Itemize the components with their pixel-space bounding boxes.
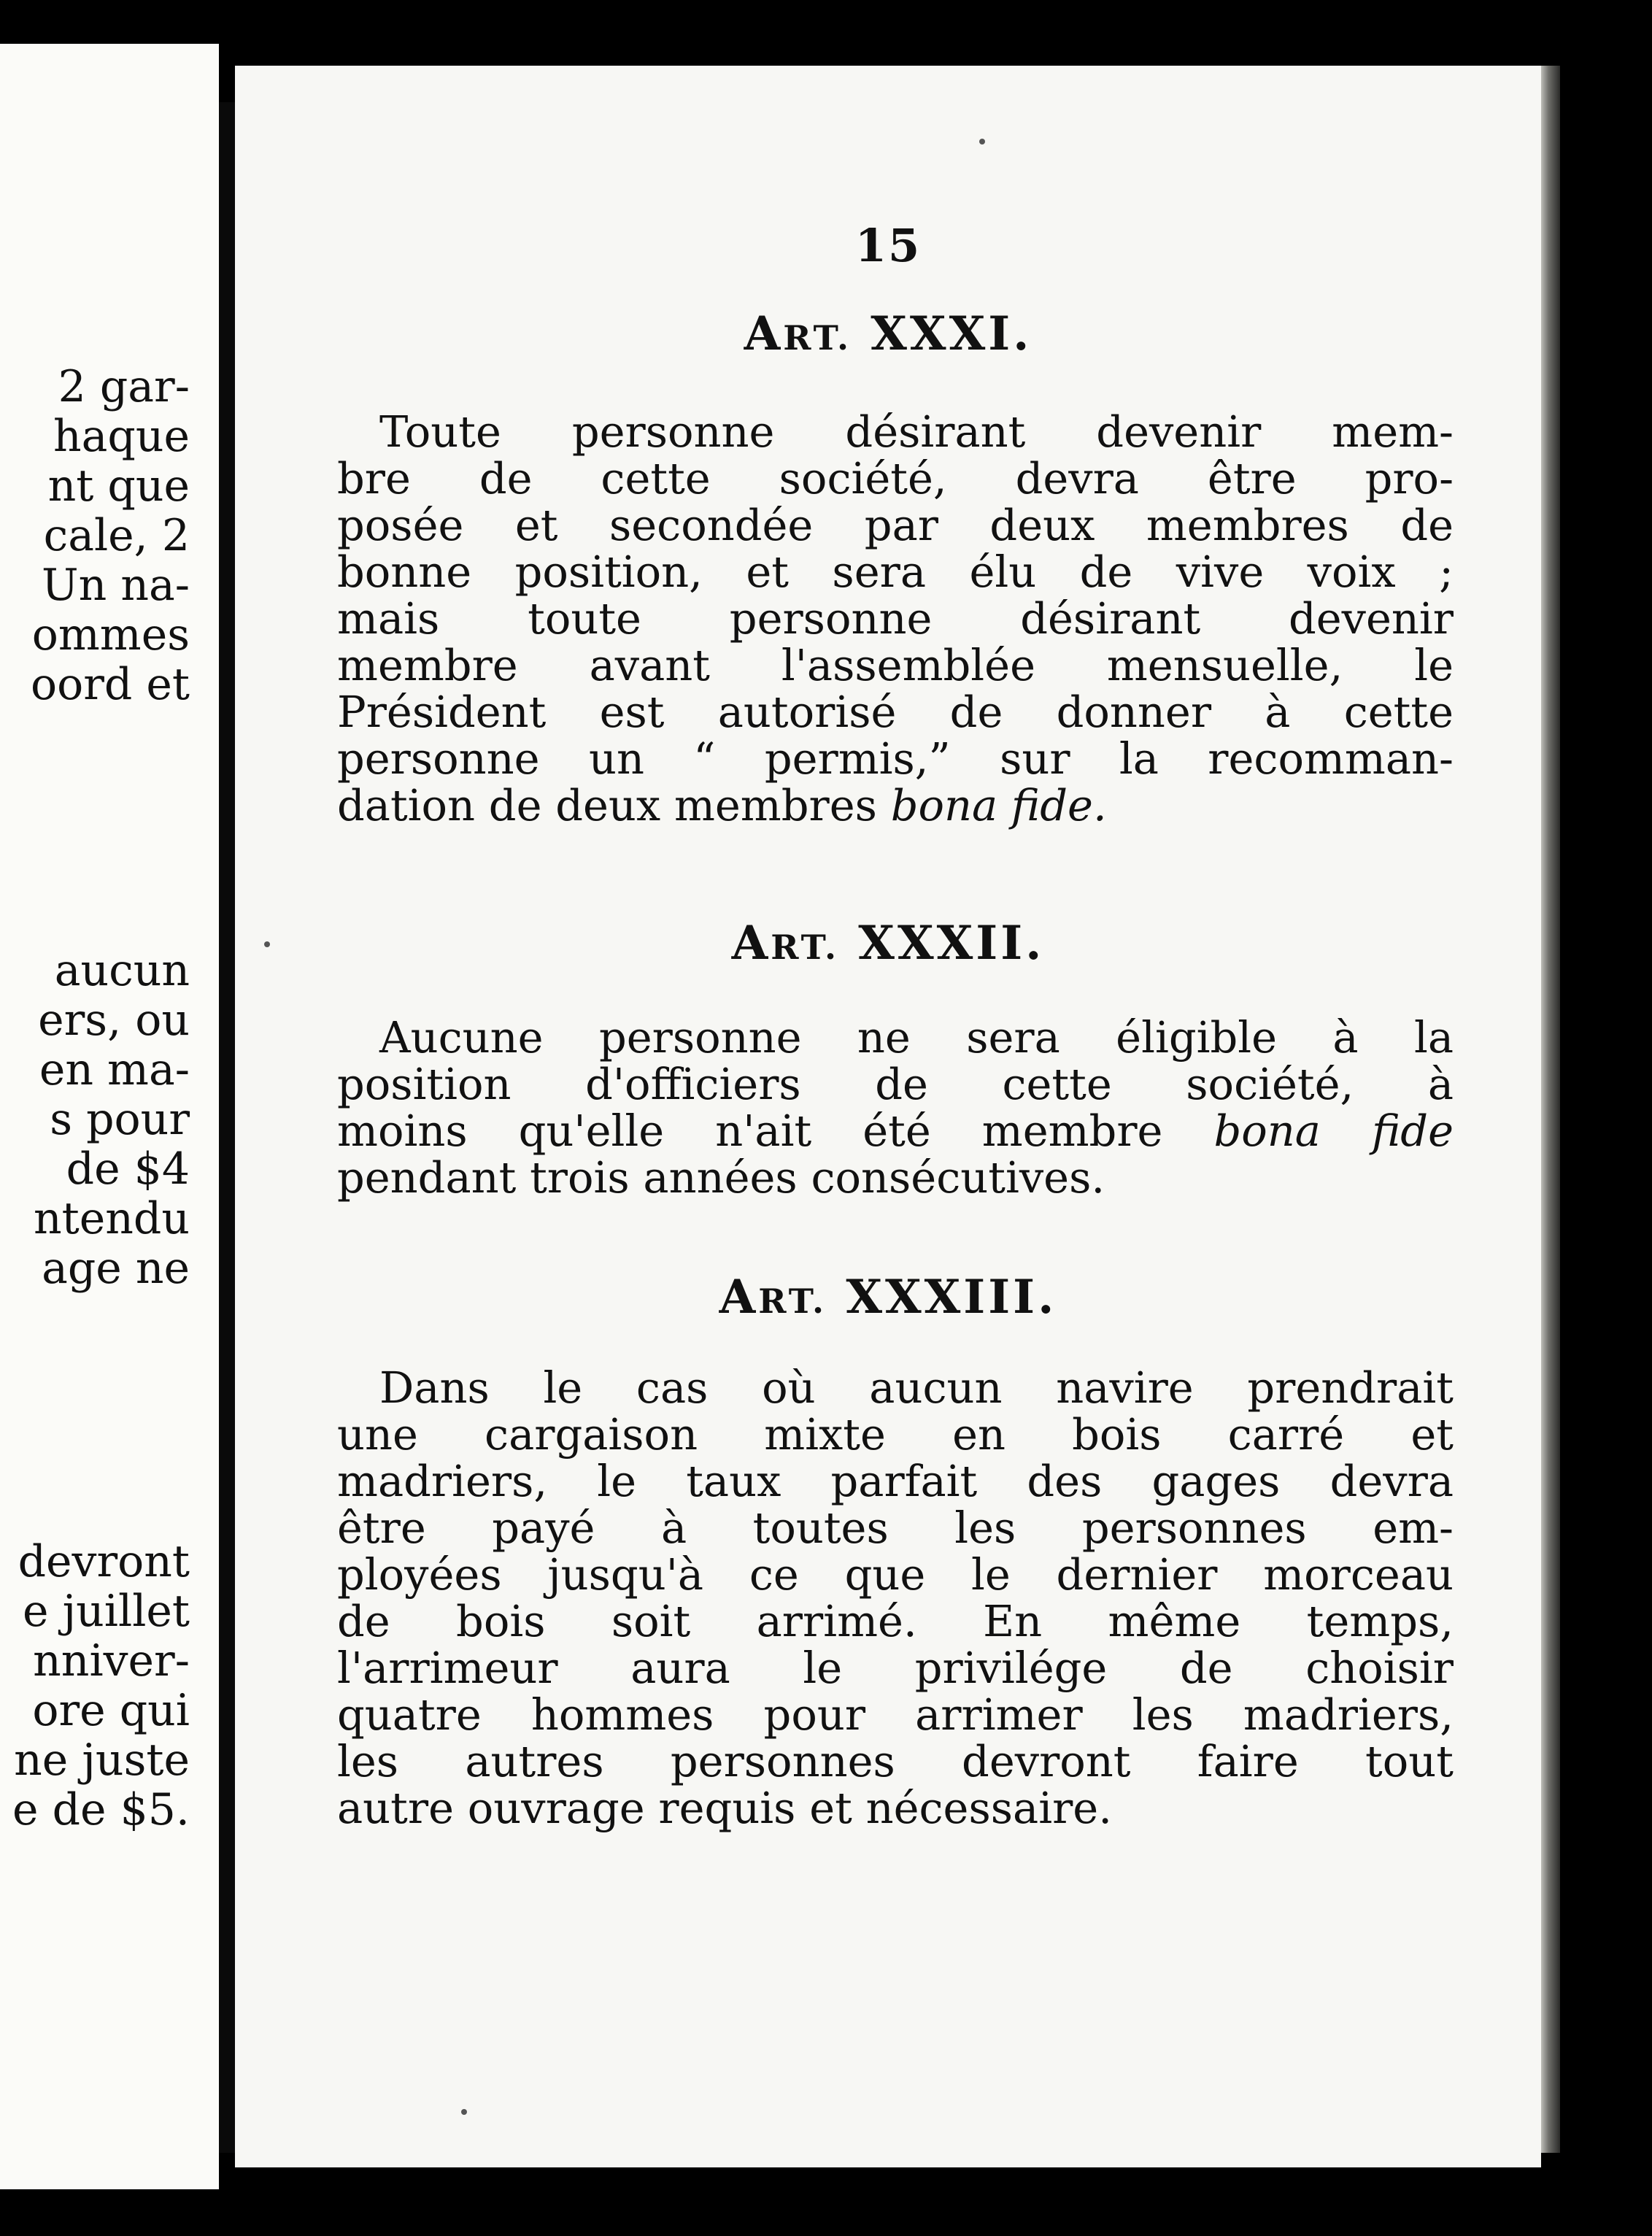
left-line: ommes bbox=[31, 609, 190, 660]
left-line: oord et bbox=[30, 659, 190, 710]
article-heading: ART. XXXII. bbox=[731, 916, 1045, 971]
book-gutter bbox=[219, 102, 235, 2153]
print-speck bbox=[461, 2109, 467, 2115]
right-page bbox=[235, 66, 1541, 2167]
article-paragraph: Aucune personne ne sera éligible à la position d'officiers de cette société, à moins qu'elle n'ait été membre bona fide pendant trois années consécutives. bbox=[337, 1012, 1454, 1203]
print-speck bbox=[264, 941, 270, 947]
article-paragraph: Toute personne désirant devenir mem- bre de cette société, devra être pro- posée et secondée par deux membres de bonne position, et sera élu de vive voix ; mais toute personne désirant devenir membre avant l'assemblée mensuelle, le Président est autorisé de donner à cette personne un “ permis,” sur la recomman- dation de deux membres bona fide. bbox=[337, 406, 1454, 830]
left-line: haque bbox=[53, 411, 190, 462]
left-line: ore qui bbox=[32, 1685, 190, 1736]
left-line: Un na- bbox=[42, 560, 190, 611]
left-line: devront bbox=[18, 1536, 190, 1587]
article-heading: ART. XXXI. bbox=[744, 307, 1032, 361]
article-paragraph: Dans le cas où aucun navire prendrait une cargaison mixte en bois carré et madriers, le taux parfait des gages devra être payé à toutes les personnes em- ployées jusqu'à ce que le dernier morceau de bois soit arrimé. En même temps, l'arrimeur aura le privilége de choisir quatre hommes pour arrimer les madriers, les autres personnes devront faire tout autre ouvrage requis et nécessaire. bbox=[337, 1362, 1454, 1833]
left-line: 2 gar- bbox=[58, 361, 190, 412]
article-heading: ART. XXXIII. bbox=[719, 1270, 1057, 1325]
left-line: ntendu bbox=[34, 1193, 190, 1244]
left-line: ne juste bbox=[14, 1735, 190, 1786]
left-line: ers, ou bbox=[38, 995, 190, 1046]
left-line: nt que bbox=[47, 460, 190, 512]
italic-bona-fide: bona fide. bbox=[890, 780, 1107, 830]
left-line: de $4 bbox=[66, 1144, 190, 1195]
left-line: s pour bbox=[50, 1094, 190, 1145]
italic-bona-fide: bona fide bbox=[1213, 1106, 1454, 1156]
page-number: 15 bbox=[854, 219, 922, 272]
left-line: e de $5. bbox=[12, 1784, 190, 1835]
print-speck bbox=[979, 139, 985, 144]
left-line: aucun bbox=[54, 945, 190, 996]
left-line: cale, 2 bbox=[43, 510, 190, 561]
left-line: nniver- bbox=[33, 1635, 190, 1686]
left-page bbox=[0, 44, 219, 2189]
left-line: age ne bbox=[42, 1243, 190, 1294]
left-line: en ma- bbox=[39, 1044, 190, 1095]
left-line: e juillet bbox=[22, 1586, 190, 1637]
page-edge bbox=[1541, 66, 1560, 2153]
